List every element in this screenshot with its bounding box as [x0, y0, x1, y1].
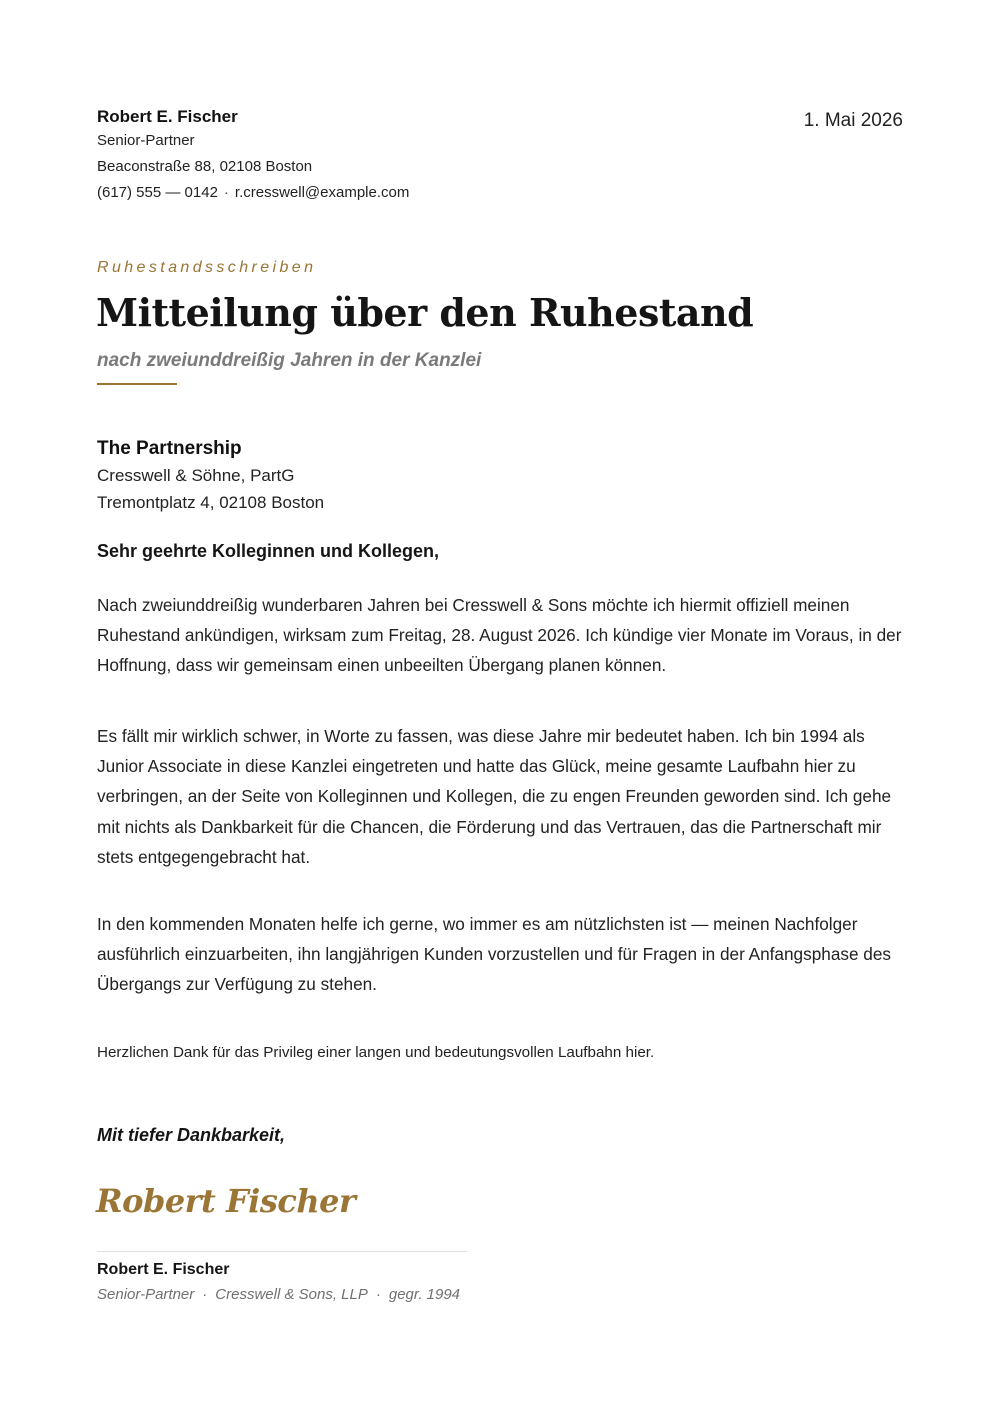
meta-separator: · — [202, 1286, 208, 1303]
sender-block — [97, 106, 597, 206]
valediction: Mit tiefer Dankbarkeit, — [97, 1125, 286, 1145]
letter-date: 1. Mai 2026 — [803, 110, 903, 131]
sender-email: r.cresswell@example.com — [234, 184, 410, 201]
signatory-name: Robert E. Fischer — [97, 1261, 230, 1278]
accent-divider — [97, 383, 177, 385]
body-paragraph: In den kommenden Monaten helfe ich gerne, wo immer es am nützlichsten ist — meinen Nachfolger ausführlich einzuarbeiten, ihn langjährigen Kunden vorzustellen und für Fragen in der Anfangsphase des Übergangs zur Verfügung zu stehen. — [97, 914, 892, 995]
recipient-address: Tremontplatz 4, 02108 Boston — [97, 493, 325, 512]
handwritten-signature: Robert Fischer — [96, 1182, 356, 1220]
document-subtitle: nach zweiunddreißig Jahren in der Kanzlei — [97, 350, 482, 371]
body-paragraph: Es fällt mir wirklich schwer, in Worte zu fassen, was diese Jahre mir bedeutet haben. Ich bin 1994 als Junior Associate in diese Kanzlei eingetreten und hatte das Glück, meine gesamte Laufbahn hier zu verbringen, an der Seite von Kolleginnen und Kollegen, die zu engen Freunden geworden sind. Ich gehe mit nichts als Dankbarkeit für die Chancen, die Förderung und das Vertrauen, das die Partnerschaft mir stets entgegengebracht hat. — [97, 726, 892, 867]
signatory-role: Senior-Partner — [97, 1286, 195, 1303]
closing-note: Herzlichen Dank für das Privileg einer langen und bedeutungsvollen Laufbahn hier. — [97, 1044, 655, 1061]
sender-name: Robert E. Fischer — [97, 107, 238, 126]
signatory-firm: Cresswell & Sons, LLP — [215, 1286, 368, 1303]
document-title: Mitteilung über den Ruhestand — [96, 290, 754, 335]
document-eyebrow: Ruhestandsschreiben — [97, 259, 317, 276]
meta-separator: · — [375, 1286, 381, 1303]
recipient-firm: Cresswell & Söhne, PartG — [97, 466, 295, 485]
salutation: Sehr geehrte Kolleginnen und Kollegen, — [97, 541, 440, 561]
recipient-block — [97, 436, 697, 516]
signatory-since: gegr. 1994 — [388, 1286, 461, 1303]
contact-separator: · — [223, 184, 229, 201]
sender-phone: (617) 555 — 0142 — [97, 184, 218, 201]
body-paragraph: Nach zweiunddreißig wunderbaren Jahren bei Cresswell & Sons möchte ich hiermit offiziell meinen Ruhestand ankündigen, wirksam zum Freitag, 28. August 2026. Ich kündige vier Monate im Voraus, in der Hoffnung, dass wir gemeinsam einen unbeeilten Übergang planen können. — [97, 595, 902, 676]
recipient-name: The Partnership — [97, 438, 242, 459]
sender-title: Senior-Partner — [97, 132, 195, 149]
signature-divider — [97, 1251, 467, 1252]
sender-address: Beaconstraße 88, 02108 Boston — [97, 158, 313, 175]
signatory-details — [97, 1286, 460, 1303]
sender-contact — [97, 180, 597, 206]
